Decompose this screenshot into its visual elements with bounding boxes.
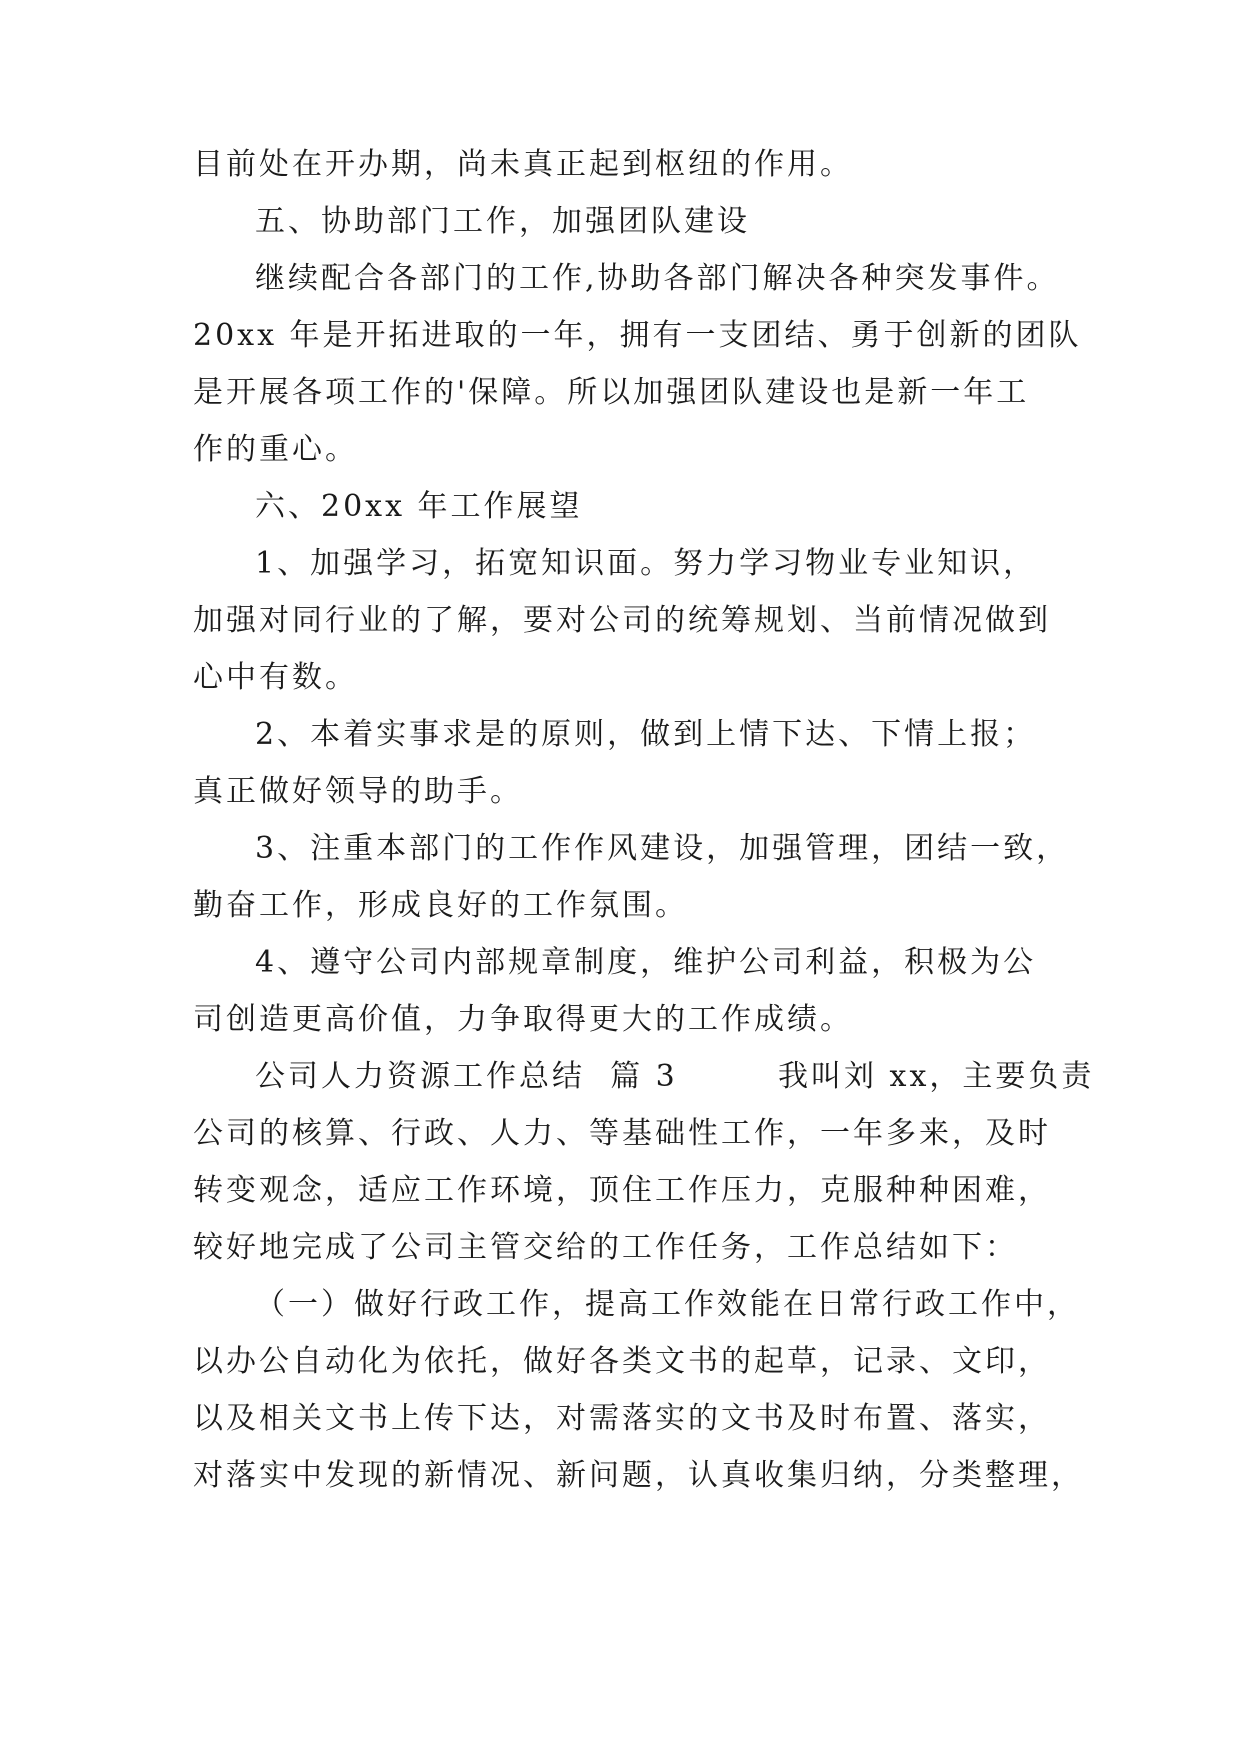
text-line: 勤奋工作，形成良好的工作氛围。 — [193, 888, 688, 923]
text-line: 较好地完成了公司主管交给的工作任务，工作总结如下： — [193, 1230, 1018, 1265]
text-line: 是开展各项工作的'保障。所以加强团队建设也是新一年工 — [193, 375, 1030, 410]
text-line: 司创造更高价值，力争取得更大的工作成绩。 — [193, 1002, 853, 1037]
text-line: 2、本着实事求是的原则，做到上情下达、下情上报； — [255, 717, 1037, 752]
text-line: 4、遵守公司内部规章制度，维护公司利益，积极为公 — [255, 945, 1037, 980]
text-line: 真正做好领导的助手。 — [193, 774, 523, 809]
text-line: 加强对同行业的了解，要对公司的统筹规划、当前情况做到 — [193, 603, 1051, 638]
text-line: 3、注重本部门的工作作风建设，加强管理，团结一致， — [255, 831, 1070, 866]
section-title-line: 公司人力资源工作总结 篇 3 我叫刘 xx，主要负责 — [255, 1059, 1095, 1094]
text-line: 继续配合各部门的工作,协助各部门解决各种突发事件。 — [255, 261, 1060, 296]
text-line: （一）做好行政工作，提高工作效能在日常行政工作中， — [255, 1287, 1080, 1322]
text-line: 以办公自动化为依托，做好各类文书的起草，记录、文印， — [193, 1344, 1051, 1379]
section-heading: 六、20xx 年工作展望 — [255, 489, 583, 524]
text-line: 公司的核算、行政、人力、等基础性工作，一年多来，及时 — [193, 1116, 1051, 1151]
text-line: 以及相关文书上传下达，对需落实的文书及时布置、落实， — [193, 1401, 1051, 1436]
text-line: 20xx 年是开拓进取的一年，拥有一支团结、勇于创新的团队 — [193, 318, 1082, 353]
section-heading: 五、协助部门工作，加强团队建设 — [255, 204, 750, 239]
text-line: 作的重心。 — [193, 432, 358, 467]
text-line: 目前处在开办期，尚未真正起到枢纽的作用。 — [193, 147, 853, 182]
text-line: 心中有数。 — [193, 660, 358, 695]
text-line: 对落实中发现的新情况、新问题，认真收集归纳，分类整理， — [193, 1458, 1084, 1493]
text-line: 转变观念，适应工作环境，顶住工作压力，克服种种困难， — [193, 1173, 1051, 1208]
text-line: 1、加强学习，拓宽知识面。努力学习物业专业知识， — [255, 546, 1037, 581]
